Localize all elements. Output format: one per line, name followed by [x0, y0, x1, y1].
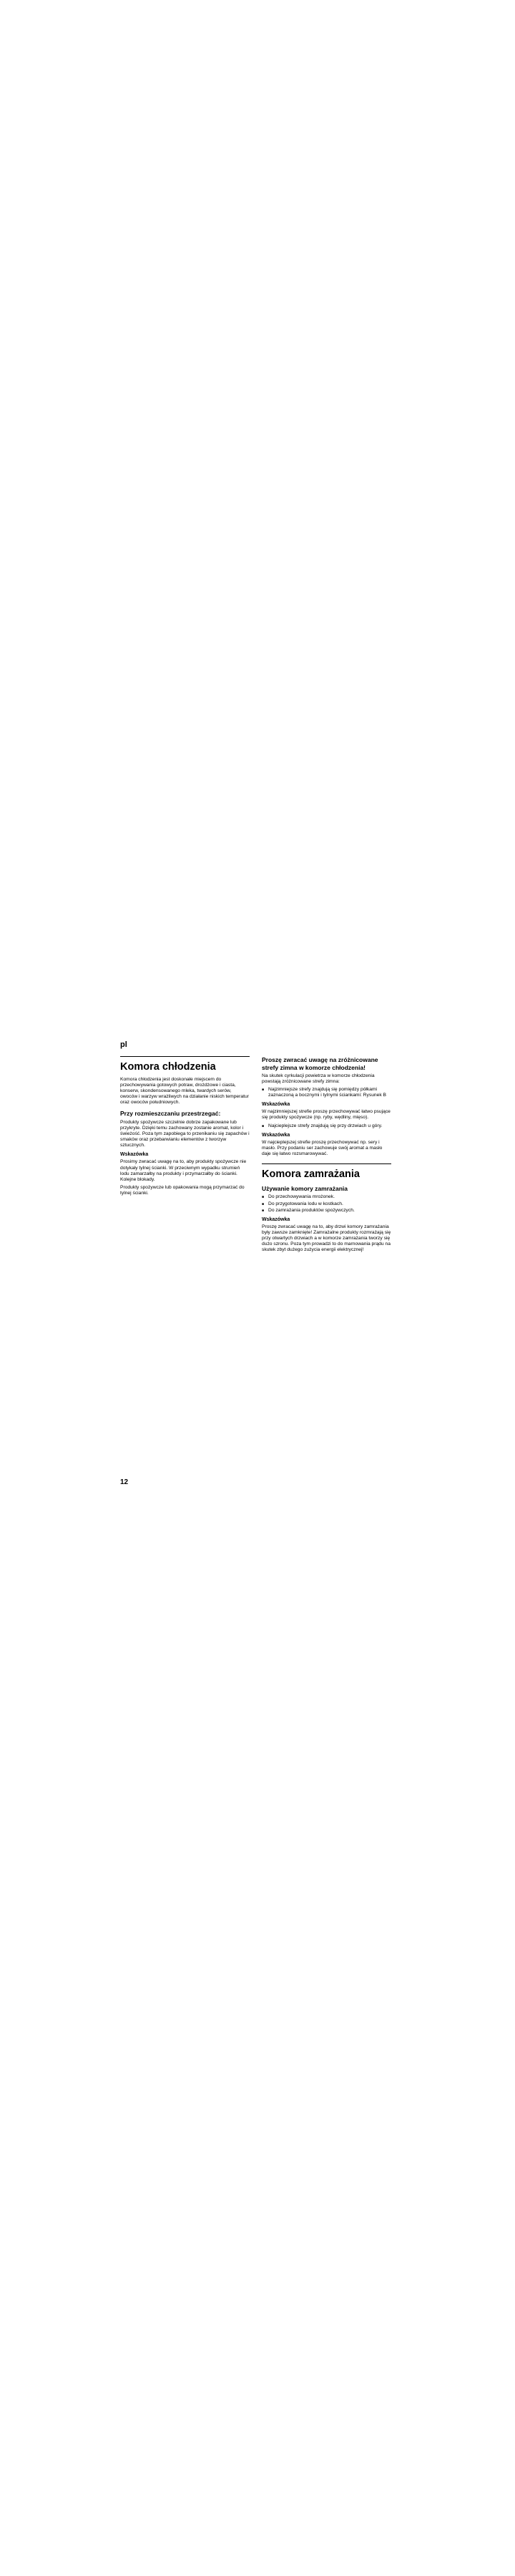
fridge-intro: Komora chłodzenia jest doskonałe miejscem do przechowywania gotowych potraw, drożdżowe i ciasta, konserw, skondensowanego mleka, twardych serów, owoców i warzyw wrażliwych na działanie niskich temperatur oraz owoców południowych.: [120, 1077, 249, 1106]
left-column: [120, 1056, 250, 1199]
cold-zones-list-2: [262, 1123, 391, 1129]
list-item: ■ Do przechowywania mrożonek.: [262, 1194, 391, 1200]
note-text: Proszę zwracać uwagę na to, aby drzwi komory zamrażania były zawsze zamknięte! Zamrażalne produkty rozmrażają się przy otwartych drzwiach a w komorze zamrażania tworzy się dużo szronu. Poza tym prowadzi to do marnowania prądu na skutek zbyt dużego zużycia energii elektrycznej!: [262, 1224, 391, 1253]
list-item: ■ Najzimniejsze strefy znajdują się pomiędzy półkami zaznaczoną a bocznymi i tylnymi ściankami: Rysunek B: [262, 1087, 391, 1098]
placement-body: Produkty spożywcze szczelnie dobrze zapakowane lub przykryte. Dzięki temu zachowany zostanie aromat, kolor i świeżość. Poza tym zapobiega to przenikaniu się zapachów i smaków oraz przebarwianiu elementów z tworzyw sztucznych.: [120, 1119, 250, 1148]
cold-zones-intro: Na skutek cyrkulacji powietrza w komorze chłodzenia powstają zróżnicowane strefy zimna:: [262, 1073, 375, 1085]
language-code: pl: [120, 1040, 127, 1049]
list-item: ■ Do przygotowania lodu w kostkach.: [262, 1201, 391, 1207]
section-heading-freezer: Komora zamrażania: [262, 1168, 360, 1180]
note-label: Wskazówka: [262, 1132, 290, 1138]
section-rule: [120, 1056, 250, 1057]
section-rule: [262, 1163, 391, 1164]
freezer-use-heading: Używanie komory zamrażania: [262, 1184, 348, 1192]
list-item: ■ Najcieplejsze strefy znajdują się przy drzwiach u góry.: [262, 1123, 391, 1129]
cold-zones-heading: Proszę zwracać uwagę na zróżnicowane strefy zimna w komorze chłodzenia!: [262, 1056, 378, 1071]
freezer-use-list: [262, 1194, 391, 1213]
placement-heading: Przy rozmieszczaniu przestrzegać:: [120, 1110, 221, 1118]
note-label: Wskazówka: [262, 1216, 290, 1222]
note-label: Wskazówka: [120, 1152, 149, 1158]
list-item: ■ Do zamrażania produktów spożywczych.: [262, 1208, 391, 1214]
extra-text: Produkty spożywcze lub opakowania mogą przymarzać do tylnej ścianki.: [120, 1184, 245, 1196]
section-heading-fridge: Komora chłodzenia: [120, 1061, 216, 1073]
note-text: W najcieplejszej strefie proszę przechowywać np. sery i masło. Przy podaniu ser zachowuje swój aromat a masło daje się łatwo rozsmarowywać.: [262, 1139, 383, 1156]
note-label: Wskazówka: [262, 1102, 290, 1108]
note-text: W najzimniejszej strefie proszę przechowywać łatwo psujące się produkty spożywcze (np. ryby, wędliny, mięso).: [262, 1109, 391, 1121]
note-text: Prosimy zwracać uwagę na to, aby produkty spożywcze nie dotykały tylnej ścianki. W przeciwnym wypadku strumień lodu zamarzałby na produkty i przymarzałby do ścianki. Kolejne blokady.: [120, 1159, 247, 1182]
right-column: [262, 1056, 391, 1255]
page-number: 12: [120, 1478, 129, 1486]
cold-zones-list-1: [262, 1087, 391, 1098]
